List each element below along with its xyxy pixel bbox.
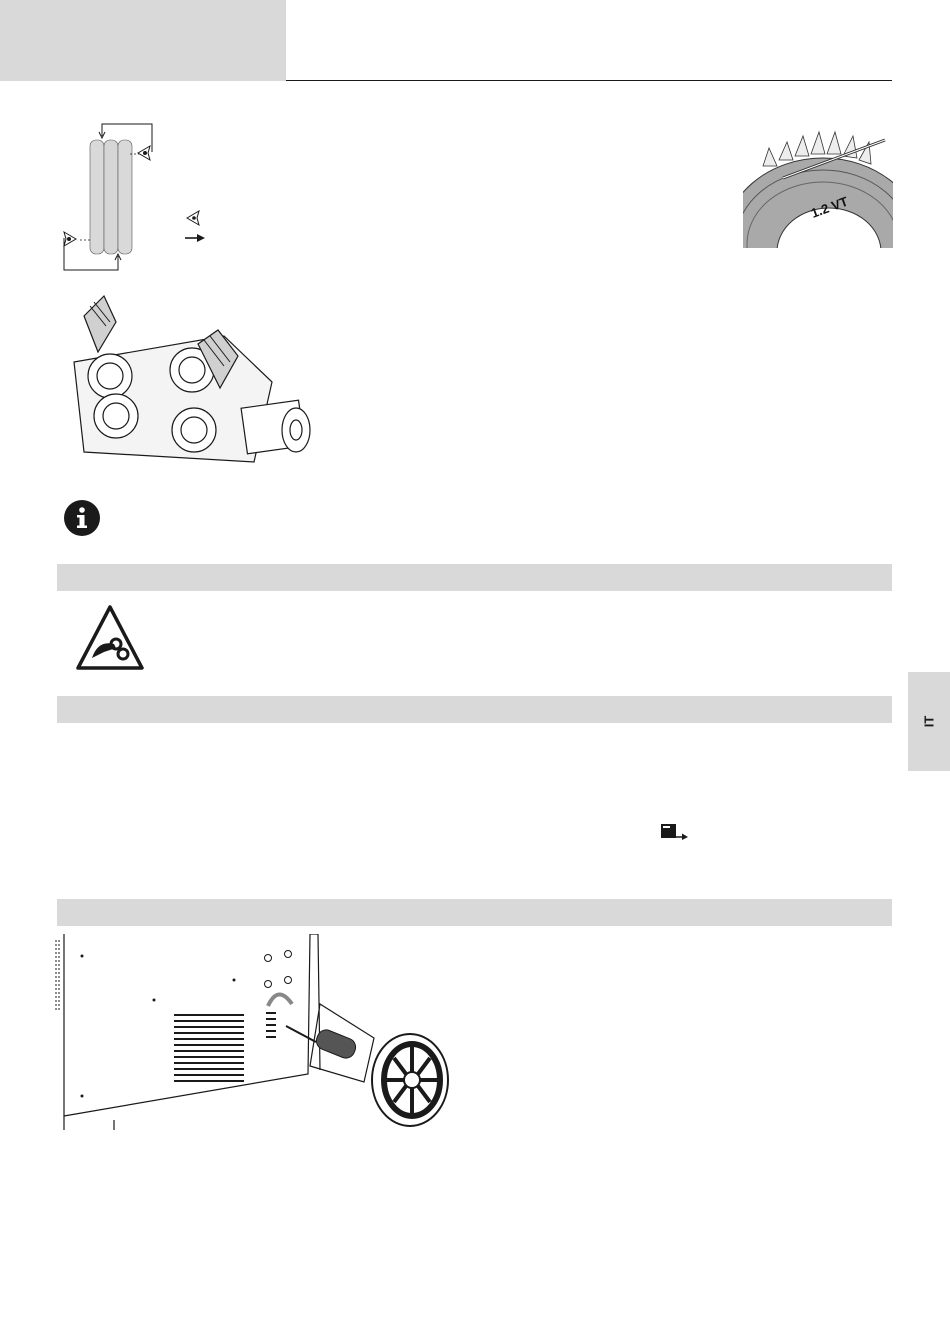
- roller-label: 1.2 VT: [808, 193, 851, 221]
- diagram-legend: [184, 210, 206, 246]
- arrow-right-icon: [197, 234, 205, 242]
- language-tab-label: IT: [921, 715, 937, 728]
- section-header-band: [57, 899, 892, 926]
- wire-feeder-illustration: [44, 292, 316, 478]
- hand-gear-warning-icon: [76, 604, 144, 672]
- file-arrow-icon: [660, 822, 690, 840]
- header-rule: [286, 80, 892, 81]
- language-tab[interactable]: [908, 672, 950, 771]
- machine-side-illustration: [54, 934, 450, 1134]
- roller-closeup: [743, 126, 893, 248]
- section-header-band: [57, 696, 892, 723]
- view-eye-icon: [62, 230, 78, 248]
- info-icon: [64, 500, 100, 536]
- header-block: [0, 0, 286, 81]
- section-header-band: [57, 564, 892, 591]
- wire-path-diagram: [50, 118, 210, 274]
- view-eye-icon: [136, 144, 152, 162]
